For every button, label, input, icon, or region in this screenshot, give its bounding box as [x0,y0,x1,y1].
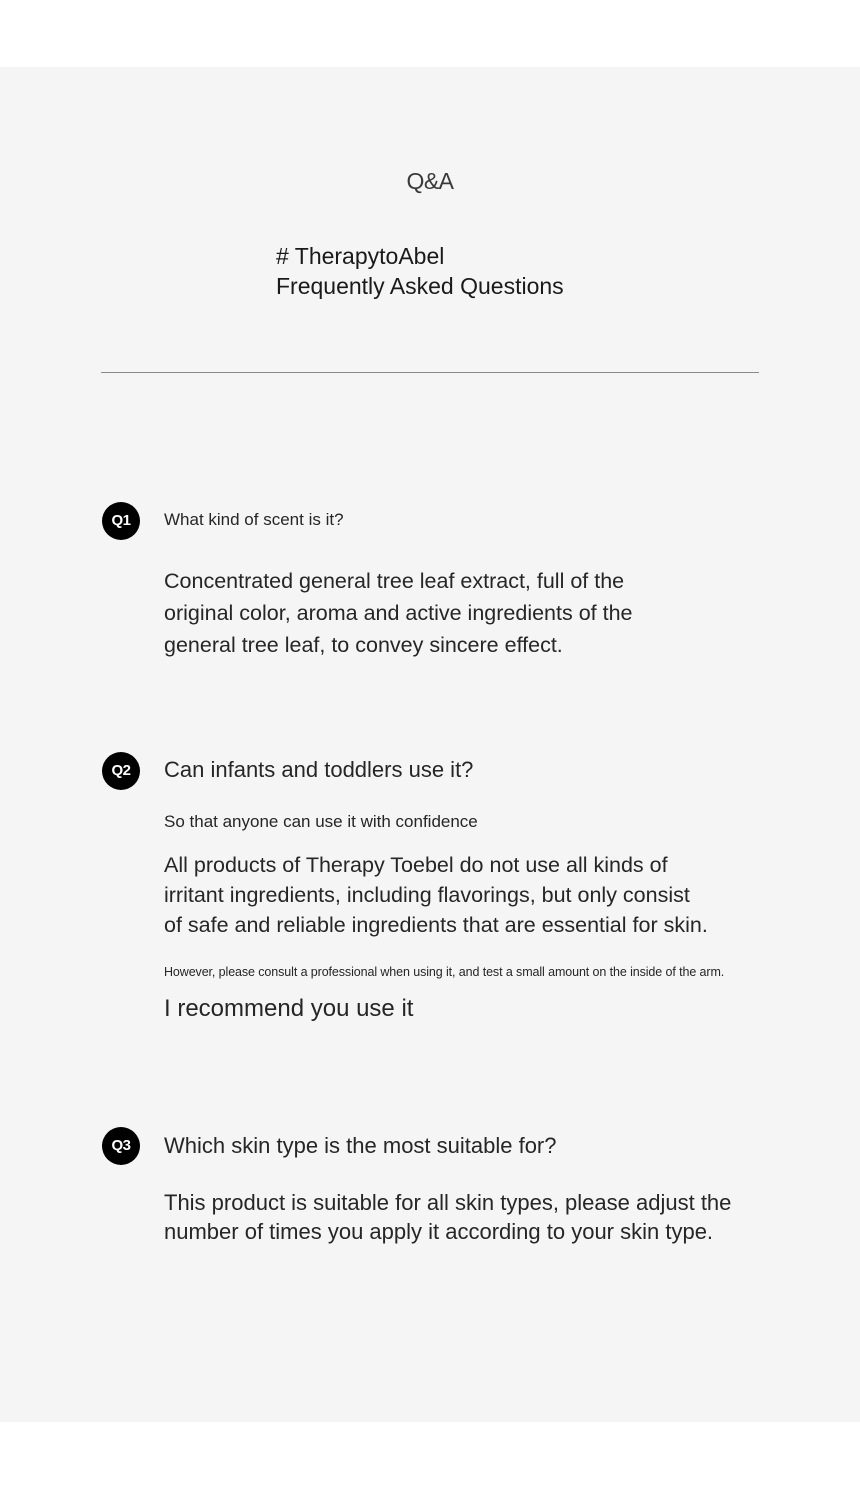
q3-badge: Q3 [102,1127,140,1165]
q2-answer-line: of safe and reliable ingredients that are essential for skin. [164,913,708,937]
q1-badge: Q1 [102,502,140,540]
q2-intro: So that anyone can use it with confidence [164,812,478,831]
q3-answer-line: number of times you apply it according to your skin type. [164,1219,714,1244]
q3-answer [164,1188,731,1246]
q2-note: However, please consult a professional when using it, and test a small amount on the inside of the arm. [164,965,725,979]
q3-answer-line: This product is suitable for all skin types, please adjust the [164,1190,732,1215]
q1-answer-line: general tree leaf, to convey sincere effect. [164,633,563,657]
section-divider [101,372,759,373]
qa-title: Q&A [406,168,454,194]
q2-recommendation: I recommend you use it [164,995,414,1022]
q2-badge: Q2 [102,752,140,790]
q3-question: Which skin type is the most suitable for? [164,1133,557,1158]
page-subtitle: Frequently Asked Questions [276,273,564,299]
q2-answer [164,850,708,940]
q1-answer [164,565,633,661]
q1-question: What kind of scent is it? [164,510,344,529]
header-block [276,241,564,301]
q2-answer-line: All products of Therapy Toebel do not use all kinds of [164,853,668,877]
q2-question: Can infants and toddlers use it? [164,757,474,782]
q1-answer-line: original color, aroma and active ingredients of the [164,601,633,625]
q2-answer-line: irritant ingredients, including flavorings, but only consist [164,883,690,907]
q1-answer-line: Concentrated general tree leaf extract, full of the [164,569,625,593]
brand-hashtag: # TherapytoAbel [276,243,445,269]
